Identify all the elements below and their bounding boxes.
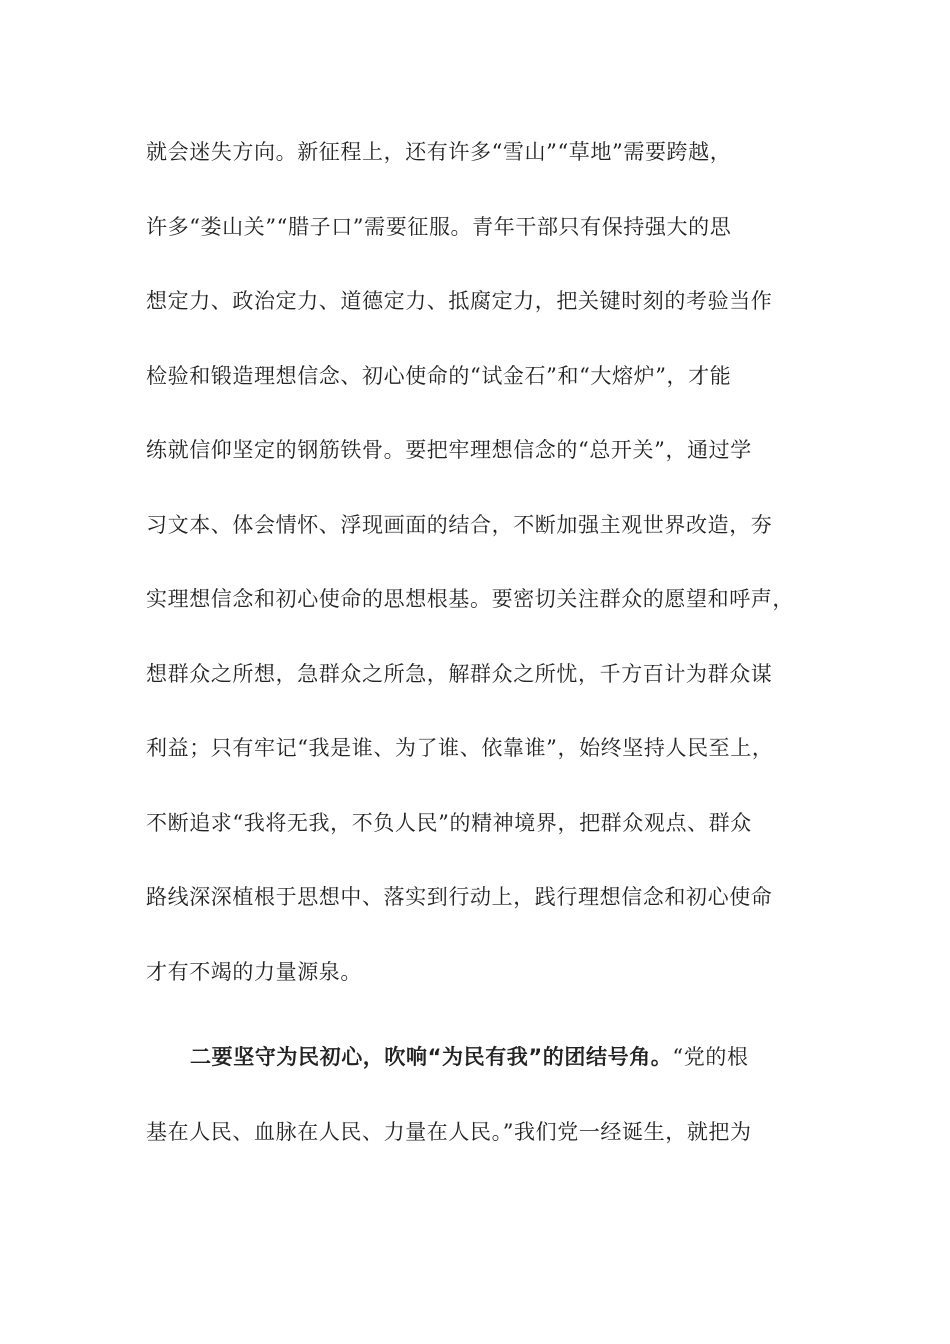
paragraph-line: 练就信仰坚定的钢筋铁骨。要把牢理想信念的“总开关”，通过学 <box>146 438 752 462</box>
paragraph-line: 不断追求“我将无我，不负人民”的精神境界，把群众观点、群众 <box>146 811 752 835</box>
paragraph-line: 路线深深植根于思想中、落实到行动上，践行理想信念和初心使命 <box>146 885 773 909</box>
paragraph-line: 检验和锻造理想信念、初心使命的“试金石”和“大熔炉”，才能 <box>146 364 732 388</box>
paragraph-line: 利益；只有牢记“我是谁、为了谁、依靠谁”，始终坚持人民至上， <box>146 736 774 760</box>
paragraph-line: 才有不竭的力量源泉。 <box>146 960 362 984</box>
paragraph-line: 想定力、政治定力、道德定力、抵腐定力，把关键时刻的考验当作 <box>146 289 773 313</box>
paragraph-line: 习文本、体会情怀、浮现画面的结合，不断加强主观世界改造，夯 <box>146 513 773 537</box>
section-heading: 二要坚守为民初心，吹响“为民有我”的团结号角。 <box>190 1045 673 1069</box>
paragraph-heading-line <box>190 1042 749 1072</box>
paragraph-line: 基在人民、血脉在人民、力量在人民。”我们党一经诞生，就把为 <box>146 1120 752 1144</box>
paragraph-line: 许多“娄山关”“腊子口”需要征服。青年干部只有保持强大的思 <box>146 215 732 239</box>
quote-start: “党的根 <box>672 1045 749 1069</box>
paragraph-line: 实理想信念和初心使命的思想根基。要密切关注群众的愿望和呼声， <box>146 587 794 611</box>
paragraph-line: 想群众之所想，急群众之所急，解群众之所忧，千方百计为群众谋 <box>146 662 773 686</box>
paragraph-line: 就会迷失方向。新征程上，还有许多“雪山”“草地”需要跨越， <box>146 140 732 164</box>
